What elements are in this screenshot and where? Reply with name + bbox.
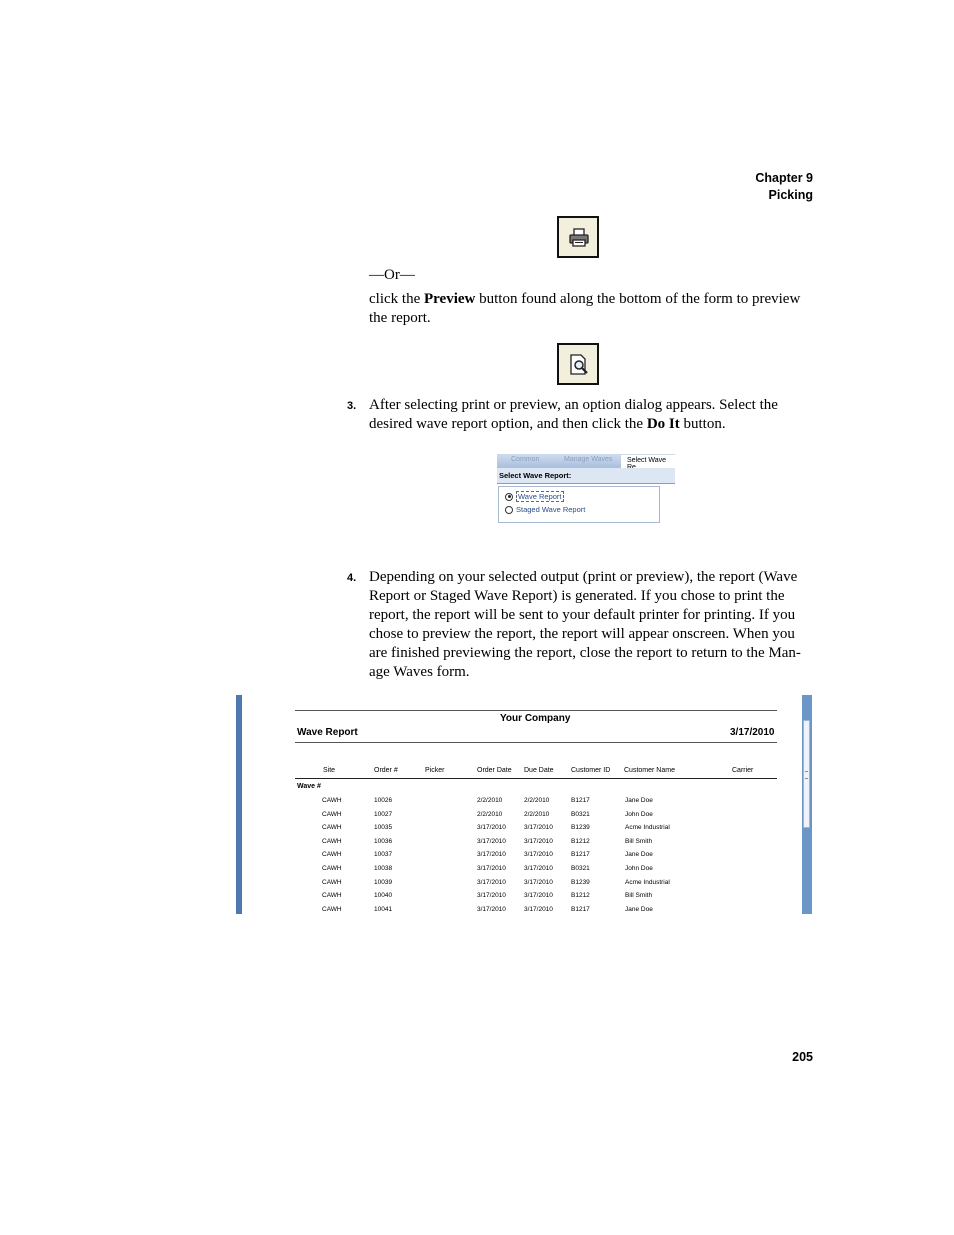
table-cell: CAWH xyxy=(322,851,342,859)
column-header-due-date: Due Date xyxy=(524,767,554,774)
table-cell: Acme Industrial xyxy=(625,878,670,886)
printer-icon xyxy=(567,226,591,250)
preview-text-post: button found along the bottom of the form to preview the report. xyxy=(369,291,801,326)
wave-report-option-group xyxy=(498,486,660,523)
column-header-picker: Picker xyxy=(425,767,445,774)
window-left-border xyxy=(236,695,242,914)
table-cell: B1217 xyxy=(571,851,590,859)
table-cell: 2/2/2010 xyxy=(477,797,503,804)
preview-paragraph xyxy=(369,290,814,328)
or-separator: —Or— xyxy=(369,267,415,283)
chapter-label: Chapter 9 xyxy=(755,171,813,185)
tab-select-wave-report[interactable]: Select Wave xyxy=(621,455,675,468)
step-3-number: 3. xyxy=(347,400,357,412)
print-button[interactable] xyxy=(557,216,599,258)
table-cell: 10027 xyxy=(374,810,393,818)
table-cell: 3/17/2010 xyxy=(477,851,506,859)
table-cell: B1212 xyxy=(571,837,590,845)
report-company: Your Company xyxy=(500,713,571,724)
do-it-term: Do It xyxy=(646,416,680,432)
column-header-customer-name: Customer Name xyxy=(624,767,675,774)
table-cell: CAWH xyxy=(322,865,342,872)
dialog-tab-strip xyxy=(497,454,675,468)
tab-manage-waves[interactable]: Manage Waves xyxy=(564,456,613,463)
table-cell: John Doe xyxy=(625,865,653,872)
table-cell: Bill Smith xyxy=(625,837,653,845)
report-top-rule xyxy=(295,710,777,711)
table-cell: CAWH xyxy=(322,797,342,804)
table-cell: 2/2/2010 xyxy=(524,797,550,804)
table-cell: 3/17/2010 xyxy=(524,865,553,872)
radio-selected-icon[interactable] xyxy=(505,493,513,501)
step-3-text xyxy=(369,396,814,434)
section-label: Picking xyxy=(768,188,813,202)
table-cell: B1217 xyxy=(571,905,590,913)
table-cell: 3/17/2010 xyxy=(477,878,506,886)
preview-button[interactable] xyxy=(557,343,599,385)
grip-icon xyxy=(805,771,808,779)
table-cell: 2/2/2010 xyxy=(524,810,550,818)
select-wave-report-dialog xyxy=(497,454,675,523)
table-cell: 3/17/2010 xyxy=(524,878,553,886)
step-4-number: 4. xyxy=(347,572,357,584)
table-cell: 3/17/2010 xyxy=(524,824,553,832)
scrollbar-thumb[interactable] xyxy=(803,720,810,828)
table-cell: Bill Smith xyxy=(625,892,653,900)
vertical-scrollbar[interactable] xyxy=(802,695,812,914)
option-wave-report[interactable] xyxy=(505,491,564,502)
table-cell: 3/17/2010 xyxy=(524,905,553,913)
wave-report-preview xyxy=(236,695,812,914)
table-cell: 10041 xyxy=(374,905,393,913)
table-cell: B1217 xyxy=(571,797,590,804)
table-cell: 10038 xyxy=(374,865,393,872)
table-cell: 3/17/2010 xyxy=(477,824,506,832)
option-staged-wave-report[interactable] xyxy=(505,505,585,514)
table-cell: CAWH xyxy=(322,824,342,832)
page-number: 205 xyxy=(792,1050,813,1064)
step-3-text-pre: After selecting print or preview, an option dialog appears. Select the desired wave report option, and then click the xyxy=(369,397,778,432)
table-cell: 3/17/2010 xyxy=(524,892,553,900)
wave-group-label: Wave # xyxy=(297,783,321,790)
report-header-rule xyxy=(295,742,777,743)
table-cell: CAWH xyxy=(322,878,342,886)
option-label: Staged Wave Report xyxy=(516,505,586,514)
report-date: 3/17/2010 xyxy=(730,727,775,738)
table-cell: CAWH xyxy=(322,837,342,845)
column-header-customer-id: Customer ID xyxy=(571,767,611,774)
table-cell: 3/17/2010 xyxy=(477,865,506,872)
table-cell: B0321 xyxy=(571,865,590,872)
table-cell: 3/17/2010 xyxy=(477,837,506,845)
table-cell: 3/17/2010 xyxy=(524,851,553,859)
table-cell: Jane Doe xyxy=(625,851,653,859)
step-4-text: Depending on your selected output (print or preview), the report (Wave Report or Staged Wave Report) is generated. If you chose to print the report, the report will be sent to your default printer for printing. If you chose to preview the report, the report will appear onscreen. When you are finished previewing the report, close the report to return to the Man-age Waves form. xyxy=(369,569,801,680)
column-header-site: Site xyxy=(323,767,336,774)
report-title: Wave Report xyxy=(297,727,358,738)
table-cell: CAWH xyxy=(322,892,342,900)
table-cell: 10026 xyxy=(374,797,393,804)
table-cell: 3/17/2010 xyxy=(477,905,506,913)
column-header-order-date: Order Date xyxy=(477,767,512,774)
table-cell: 10036 xyxy=(374,837,393,845)
table-cell: B1239 xyxy=(571,878,590,886)
table-cell: 10039 xyxy=(374,878,393,886)
preview-term: Preview xyxy=(423,291,476,307)
preview-text-pre: click the xyxy=(369,291,424,307)
table-cell: 2/2/2010 xyxy=(477,810,503,818)
step-3-text-post: button. xyxy=(679,416,726,432)
column-header-order: Order # xyxy=(374,767,398,774)
dialog-title: Select Wave Report: xyxy=(497,468,675,484)
table-cell: B1212 xyxy=(571,892,590,900)
tab-common[interactable]: Common xyxy=(511,456,540,463)
table-cell: 10035 xyxy=(374,824,393,832)
radio-unselected-icon[interactable] xyxy=(505,506,513,514)
table-cell: CAWH xyxy=(322,905,342,913)
table-cell: Jane Doe xyxy=(625,797,653,804)
table-cell: 10037 xyxy=(374,851,393,859)
table-cell: CAWH xyxy=(322,810,342,818)
table-cell: 3/17/2010 xyxy=(524,837,553,845)
table-cell: Jane Doe xyxy=(625,905,653,913)
table-cell: Acme Industrial xyxy=(625,824,670,832)
table-cell: 3/17/2010 xyxy=(477,892,506,900)
column-header-carrier: Carrier xyxy=(732,767,754,774)
table-cell: B1239 xyxy=(571,824,590,832)
column-header-rule xyxy=(295,778,777,779)
option-label: Wave Report xyxy=(518,492,562,501)
table-cell: 10040 xyxy=(374,892,393,900)
table-cell: B0321 xyxy=(571,810,590,818)
preview-magnifier-icon xyxy=(567,353,591,377)
table-cell: John Doe xyxy=(625,810,653,818)
